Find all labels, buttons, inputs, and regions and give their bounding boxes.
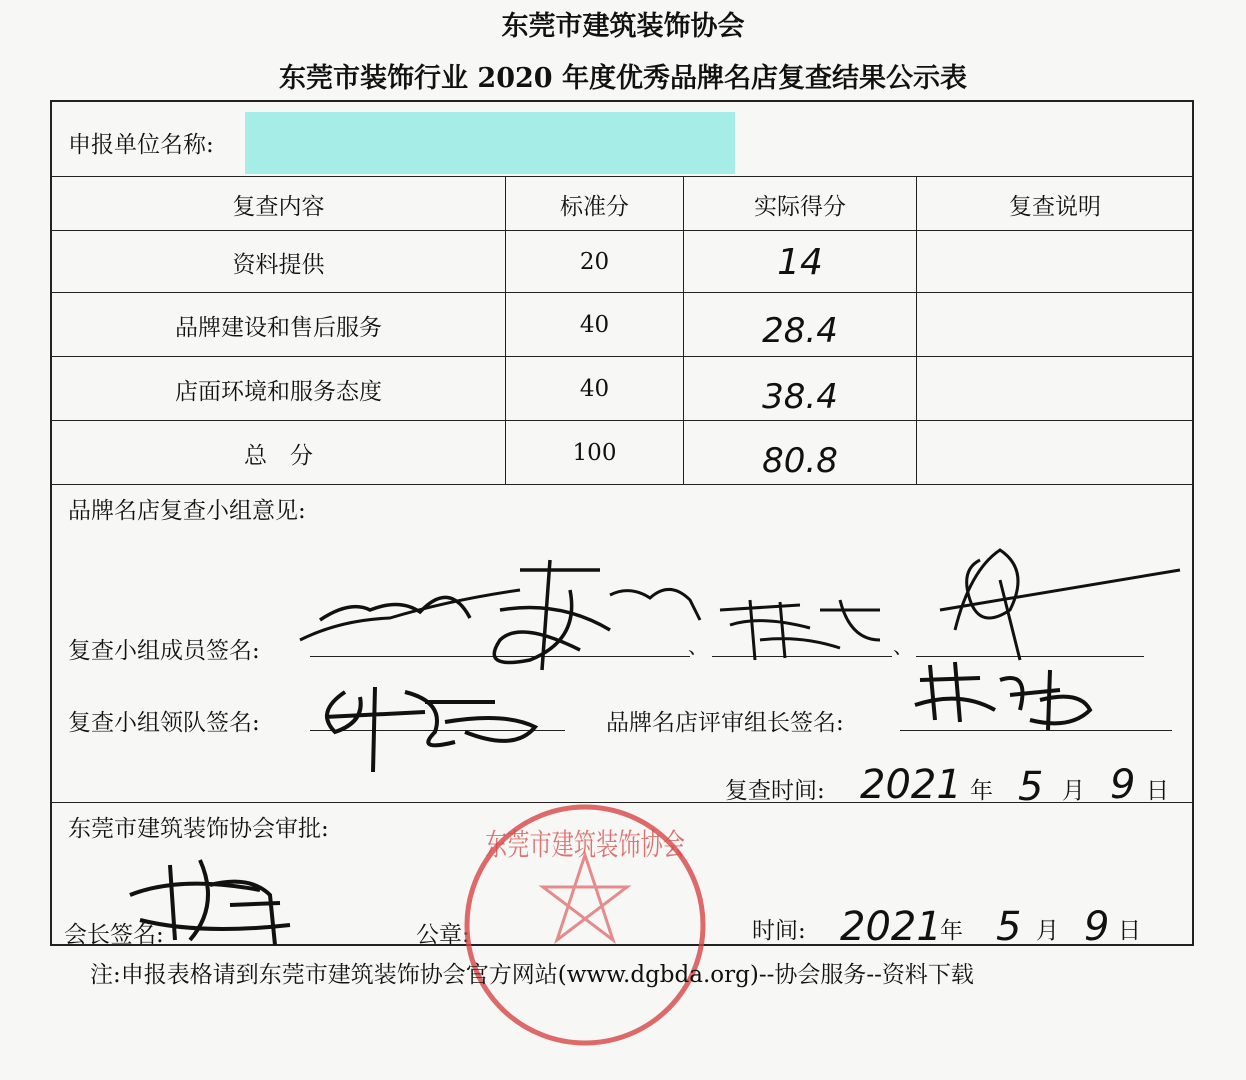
chief-signature bbox=[900, 650, 1100, 740]
approval-date-day-unit: 日 bbox=[1118, 918, 1141, 944]
row-divider bbox=[51, 484, 1193, 485]
form-title: 东莞市装饰行业 2020 年度优秀品牌名店复查结果公示表 bbox=[279, 63, 967, 94]
header-standard: 标准分 bbox=[560, 193, 629, 220]
row-divider bbox=[51, 420, 1193, 421]
org-title: 东莞市建筑装饰协会 bbox=[501, 11, 745, 42]
row-standard: 40 bbox=[579, 312, 610, 338]
row-actual: 80.8 bbox=[762, 441, 838, 481]
approval-label: 东莞市建筑装饰协会审批: bbox=[68, 816, 329, 842]
review-date-day: 9 bbox=[1110, 762, 1136, 808]
leader-sign-label: 复查小组领队签名: bbox=[68, 710, 260, 736]
row-actual: 28.4 bbox=[762, 311, 838, 351]
row-actual: 14 bbox=[777, 241, 823, 283]
review-date-month: 5 bbox=[1018, 764, 1044, 810]
approval-date-label: 时间: bbox=[752, 918, 806, 944]
applicant-name-redacted bbox=[245, 112, 735, 174]
header-item: 复查内容 bbox=[232, 193, 325, 220]
row-standard: 100 bbox=[572, 440, 617, 466]
separator-mark: 、 bbox=[893, 634, 913, 658]
applicant-label: 申报单位名称: bbox=[68, 132, 214, 158]
row-item-total: 总 分 bbox=[244, 442, 313, 469]
approval-date-month-unit: 月 bbox=[1036, 918, 1059, 944]
row-standard: 40 bbox=[579, 376, 610, 402]
president-signature bbox=[120, 845, 300, 955]
review-date-day-unit: 日 bbox=[1146, 778, 1169, 804]
row-note bbox=[917, 232, 1193, 292]
review-date-year: 2021 bbox=[860, 762, 962, 808]
seal-text: 东莞市建筑装饰协会 bbox=[485, 828, 685, 863]
row-note bbox=[917, 358, 1193, 420]
header-note: 复查说明 bbox=[1009, 193, 1101, 220]
row-note bbox=[917, 422, 1193, 484]
row-item: 资料提供 bbox=[232, 251, 325, 278]
row-item: 店面环境和服务态度 bbox=[175, 378, 382, 405]
official-seal bbox=[455, 795, 715, 1055]
approval-date-month: 5 bbox=[996, 904, 1022, 950]
approval-date-year-unit: 年 bbox=[940, 918, 963, 944]
row-note bbox=[917, 294, 1193, 356]
review-date-month-unit: 月 bbox=[1062, 778, 1085, 804]
member-sign-label: 复查小组成员签名: bbox=[68, 638, 260, 664]
seal-label: 公章: bbox=[416, 922, 470, 948]
row-divider bbox=[51, 292, 1193, 293]
separator-mark: 、 bbox=[688, 634, 708, 658]
review-date-label: 复查时间: bbox=[725, 778, 825, 804]
row-divider bbox=[51, 356, 1193, 357]
review-date-year-unit: 年 bbox=[970, 778, 993, 804]
header-actual: 实际得分 bbox=[754, 193, 846, 220]
row-actual: 38.4 bbox=[762, 377, 838, 417]
row-item: 品牌建设和售后服务 bbox=[175, 314, 382, 341]
opinion-label: 品牌名店复查小组意见: bbox=[68, 498, 306, 524]
approval-date-year: 2021 bbox=[840, 904, 942, 950]
row-divider bbox=[51, 230, 1193, 231]
leader-signature bbox=[305, 672, 565, 782]
row-standard: 20 bbox=[579, 249, 610, 275]
chief-sign-label: 品牌名店评审组长签名: bbox=[606, 710, 844, 736]
row-divider bbox=[51, 176, 1193, 177]
footer-note: 注:申报表格请到东莞市建筑装饰协会官方网站(www.dgbda.org)--协会服务--资料下载 bbox=[90, 962, 974, 988]
approval-date-day: 9 bbox=[1084, 904, 1110, 950]
president-sign-label: 会长签名: bbox=[64, 922, 164, 948]
